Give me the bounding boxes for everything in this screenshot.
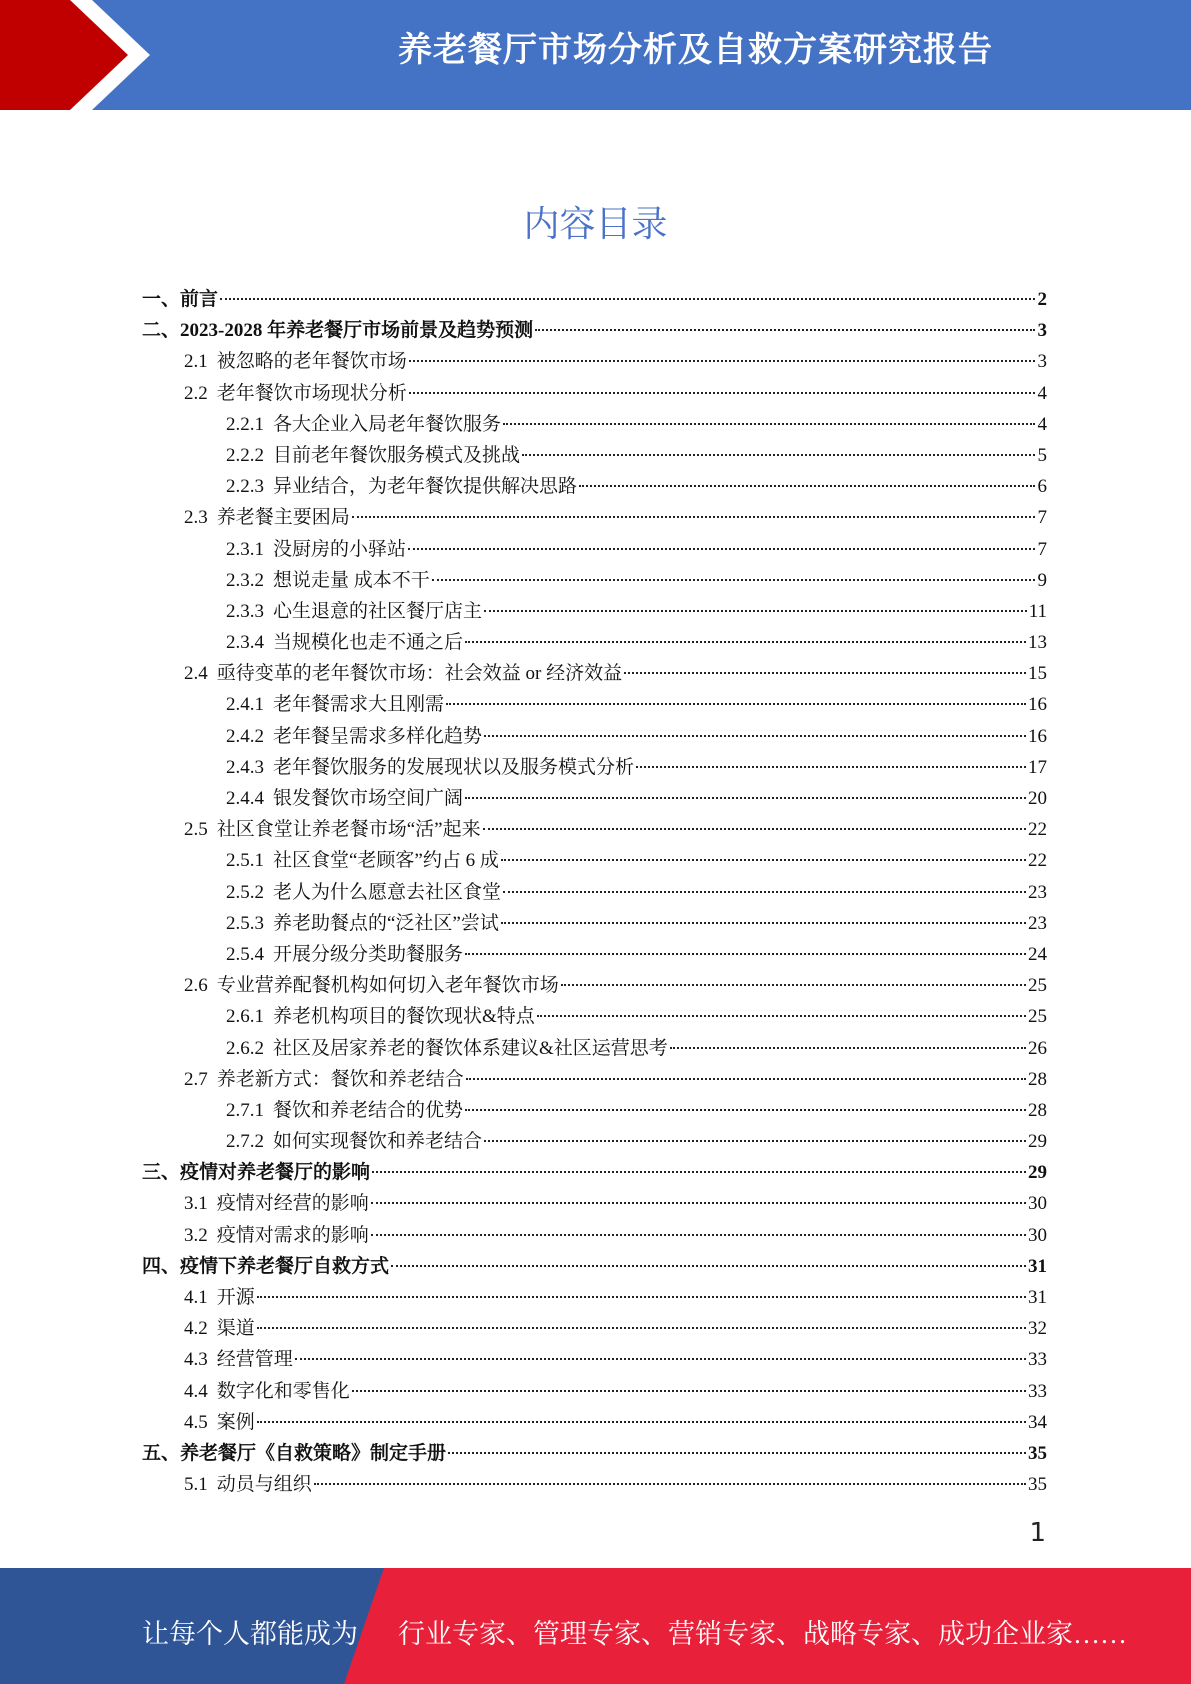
toc-leader-dots [220,298,1035,300]
toc-entry-title: 老人为什么愿意去社区食堂 [273,881,502,903]
toc-entry-number: 4.4 [184,1380,208,1402]
toc-entry-number: 2.4.4 [226,788,264,809]
toc-entry[interactable] [142,689,1047,720]
toc-entry[interactable] [142,1407,1047,1438]
toc-entry-number: 3.2 [184,1224,208,1246]
toc-entry-page: 25 [1028,1006,1047,1028]
toc-entry[interactable] [142,1033,1047,1064]
toc-entry-page: 22 [1028,850,1047,872]
toc-entry[interactable] [142,877,1047,908]
toc-leader-dots [465,1109,1026,1111]
toc-entry[interactable] [142,1095,1047,1126]
toc-leader-dots [465,797,1026,799]
footer-slogan-left: 让每个人都能成为 [142,1619,358,1649]
toc-entry[interactable] [142,1126,1047,1157]
toc-entry[interactable] [142,658,1047,689]
toc-leader-dots [295,1358,1026,1360]
toc-entry-page: 7 [1037,538,1047,560]
toc-entry-page: 13 [1028,632,1047,654]
toc-entry-title: 异业结合，为老年餐饮提供解决思路 [273,476,578,498]
toc-entry-title: 动员与组织 [216,1474,312,1496]
toc-entry[interactable] [142,1157,1047,1188]
toc-entry-title: 养老新方式：餐饮和养老结合 [216,1068,464,1090]
toc-leader-dots [465,953,1026,955]
toc-entry-number: 2.2.2 [226,444,264,466]
toc-leader-dots [537,1015,1026,1017]
toc-entry-number: 2.7.2 [226,1131,264,1153]
toc-leader-dots [670,1047,1026,1049]
toc-entry-page: 30 [1028,1193,1047,1215]
toc-entry[interactable] [142,315,1047,346]
toc-entry[interactable] [142,502,1047,533]
toc-entry-number: 2.5.4 [226,943,264,965]
toc-entry-number: 2.4.1 [226,694,264,716]
toc-entry-title: 如何实现餐饮和养老结合 [273,1131,483,1153]
toc-entry[interactable] [142,627,1047,658]
toc-entry-title: 银发餐饮市场空间广阔 [273,788,464,809]
toc-entry-page: 29 [1028,1131,1047,1153]
toc-leader-dots [484,1140,1026,1142]
toc-entry-page: 28 [1028,1099,1047,1121]
header-banner [0,0,1191,110]
toc-leader-dots [371,1234,1026,1236]
toc-entry[interactable] [142,908,1047,939]
toc-leader-dots [466,1078,1026,1080]
toc-entry-number: 2.3.2 [226,569,264,591]
table-of-contents [142,284,1047,1500]
toc-entry-page: 15 [1028,663,1047,685]
toc-entry-page: 4 [1037,413,1047,435]
toc-entry-title: 亟待变革的老年餐饮市场：社会效益 or 经济效益 [216,663,623,685]
toc-leader-dots [501,922,1026,924]
toc-entry-title: 没厨房的小驿站 [273,538,407,560]
toc-leader-dots [257,1327,1026,1329]
toc-entry[interactable] [142,1313,1047,1344]
toc-entry-page: 5 [1037,444,1047,466]
toc-entry-number: 四、 [142,1255,181,1277]
toc-entry[interactable] [142,783,1047,814]
toc-entry-title: 养老餐厅《自救策略》制定手册 [180,1442,447,1464]
toc-leader-dots [484,610,1027,612]
toc-leader-dots [257,1421,1026,1423]
toc-entry-number: 2.4.3 [226,756,264,778]
footer-slogan-right: 行业专家、管理专家、营销专家、战略专家、成功企业家…… [398,1619,1127,1649]
toc-leader-dots [314,1483,1026,1485]
toc-entry-number: 3.1 [184,1193,208,1215]
toc-entry-page: 32 [1028,1318,1047,1340]
toc-entry[interactable] [142,471,1047,502]
toc-entry-page: 16 [1028,725,1047,747]
toc-entry-page: 35 [1028,1474,1047,1496]
toc-entry-page: 22 [1028,819,1047,841]
toc-entry-number: 2.5.1 [226,850,264,872]
toc-entry-page: 33 [1028,1349,1047,1371]
toc-entry-number: 2.4.2 [226,725,264,747]
toc-entry-title: 各大企业入局老年餐饮服务 [273,413,502,435]
toc-entry-title: 数字化和零售化 [216,1380,350,1402]
toc-entry-page: 31 [1028,1255,1047,1277]
toc-leader-dots [352,516,1035,518]
toc-entry[interactable] [142,1376,1047,1407]
toc-leader-dots [579,485,1035,487]
toc-entry-number: 三、 [142,1162,181,1184]
toc-entry[interactable] [142,1469,1047,1500]
toc-entry-number: 4.5 [184,1411,208,1433]
toc-entry-number: 2.5.2 [226,881,264,903]
toc-entry[interactable] [142,970,1047,1001]
toc-entry-title: 社区食堂让养老餐市场“活”起来 [216,819,481,841]
toc-entry-title: 开源 [216,1287,255,1308]
toc-leader-dots [522,454,1035,456]
toc-entry-page: 6 [1037,476,1047,498]
toc-entry-number: 4.1 [184,1287,208,1308]
toc-entry[interactable] [142,1001,1047,1032]
toc-entry-number: 2.3.3 [226,600,264,622]
toc-entry-number: 一、 [142,289,181,310]
toc-entry-title: 2023-2028 年养老餐厅市场前景及趋势预测 [180,320,534,342]
toc-entry-title: 前言 [180,289,219,310]
toc-leader-dots [409,360,1035,362]
toc-entry[interactable] [142,534,1047,565]
toc-leader-dots [624,672,1026,674]
toc-entry-page: 16 [1028,694,1047,716]
toc-entry[interactable] [142,346,1047,377]
toc-entry-title: 心生退意的社区餐厅店主 [273,600,483,622]
toc-leader-dots [371,1202,1026,1204]
toc-entry-number: 4.2 [184,1318,208,1340]
toc-entry-page: 23 [1028,912,1047,934]
toc-entry-title: 养老机构项目的餐饮现状&特点 [273,1006,535,1028]
toc-entry[interactable] [142,814,1047,845]
toc-entry-title: 疫情对经营的影响 [216,1193,369,1215]
toc-entry-title: 案例 [216,1411,255,1433]
toc-entry-number: 2.5 [184,819,208,841]
toc-entry-number: 五、 [142,1442,181,1464]
toc-entry[interactable] [142,378,1047,409]
page-number: 1 [1029,1518,1046,1548]
toc-entry[interactable] [142,409,1047,440]
toc-entry-number: 2.5.3 [226,912,264,934]
toc-entry-page: 28 [1028,1068,1047,1090]
toc-entry-page: 7 [1037,507,1047,529]
toc-entry[interactable] [142,939,1047,970]
toc-leader-dots [432,579,1035,581]
toc-entry-title: 开展分级分类助餐服务 [273,943,464,965]
report-title: 养老餐厅市场分析及自救方案研究报告 [398,30,993,70]
toc-entry-page: 3 [1037,320,1047,342]
toc-entry[interactable] [142,1220,1047,1251]
toc-entry-title: 养老助餐点的“泛社区”尝试 [273,912,499,934]
toc-entry-title: 专业营养配餐机构如何切入老年餐饮市场 [216,975,559,997]
toc-entry[interactable] [142,1344,1047,1375]
toc-leader-dots [535,329,1035,331]
toc-entry-number: 2.1 [184,351,208,373]
toc-leader-dots [257,1296,1026,1298]
toc-entry-number: 二、 [142,320,181,342]
toc-entry-number: 2.7 [184,1068,208,1090]
toc-leader-dots [446,703,1026,705]
toc-entry-title: 目前老年餐饮服务模式及挑战 [273,444,521,466]
toc-entry-title: 老年餐呈需求多样化趋势 [273,725,483,747]
toc-entry[interactable] [142,845,1047,876]
toc-leader-dots [448,1452,1026,1454]
toc-entry-number: 2.2 [184,382,208,404]
toc-entry-page: 24 [1028,943,1047,965]
toc-entry-title: 被忽略的老年餐饮市场 [216,351,407,373]
toc-entry-title: 渠道 [216,1318,255,1340]
toc-leader-dots [409,392,1035,394]
toc-entry-title: 疫情对养老餐厅的影响 [180,1162,371,1184]
toc-entry-title: 餐饮和养老结合的优势 [273,1099,464,1121]
toc-entry[interactable] [142,440,1047,471]
toc-entry[interactable] [142,752,1047,783]
toc-leader-dots [636,766,1026,768]
toc-leader-dots [372,1171,1026,1173]
toc-leader-dots [391,1265,1026,1267]
toc-entry-number: 2.6 [184,975,208,997]
toc-entry-title: 经营管理 [216,1349,293,1371]
toc-entry-title: 老年餐需求大且刚需 [273,694,445,716]
toc-entry-title: 社区及居家养老的餐饮体系建议&社区运营思考 [273,1037,668,1059]
toc-entry-page: 34 [1028,1411,1047,1433]
toc-leader-dots [561,984,1026,986]
toc-entry[interactable] [142,1438,1047,1469]
toc-heading: 内容目录 [523,204,668,245]
toc-entry-page: 29 [1028,1162,1047,1184]
toc-entry-number: 2.2.1 [226,413,264,435]
toc-entry-title: 老年餐饮市场现状分析 [216,382,407,404]
toc-entry[interactable] [142,1251,1047,1282]
toc-leader-dots [501,859,1026,861]
toc-leader-dots [484,735,1026,737]
toc-entry-number: 2.3.1 [226,538,264,560]
toc-entry-number: 2.7.1 [226,1099,264,1121]
toc-entry-title: 想说走量 成本不干 [273,569,430,591]
toc-leader-dots [483,828,1026,830]
toc-entry-title: 老年餐饮服务的发展现状以及服务模式分析 [273,756,635,778]
toc-entry[interactable] [142,721,1047,752]
toc-entry-number: 4.3 [184,1349,208,1371]
toc-entry-number: 2.6.2 [226,1037,264,1059]
toc-entry-page: 3 [1037,351,1047,373]
toc-entry-number: 2.6.1 [226,1006,264,1028]
footer-banner [0,1568,1191,1684]
toc-entry-page: 2 [1037,289,1047,310]
toc-entry-page: 30 [1028,1224,1047,1246]
toc-entry-number: 2.3 [184,507,208,529]
toc-entry[interactable] [142,1064,1047,1095]
toc-entry[interactable] [142,284,1047,315]
toc-entry-page: 31 [1028,1287,1047,1308]
toc-entry-title: 社区食堂“老顾客”约占 6 成 [273,850,499,872]
toc-leader-dots [465,641,1026,643]
toc-leader-dots [503,891,1026,893]
toc-leader-dots [408,548,1035,550]
toc-entry-page: 9 [1037,569,1047,591]
toc-entry-page: 33 [1028,1380,1047,1402]
toc-entry-title: 当规模化也走不通之后 [273,632,464,654]
toc-entry-number: 2.3.4 [226,632,264,654]
toc-entry[interactable] [142,596,1047,627]
toc-entry-page: 20 [1028,788,1047,809]
toc-entry-number: 2.2.3 [226,476,264,498]
toc-leader-dots [352,1390,1026,1392]
toc-entry-page: 35 [1028,1442,1047,1464]
toc-entry-page: 26 [1028,1037,1047,1059]
toc-entry-title: 养老餐主要困局 [216,507,350,529]
toc-entry[interactable] [142,1282,1047,1313]
toc-entry-number: 2.4 [184,663,208,685]
toc-entry-page: 23 [1028,881,1047,903]
toc-entry-page: 11 [1028,600,1047,622]
toc-entry-page: 17 [1028,756,1047,778]
toc-leader-dots [503,423,1035,425]
toc-entry[interactable] [142,1188,1047,1219]
toc-entry-title: 疫情下养老餐厅自救方式 [180,1255,390,1277]
toc-entry-number: 5.1 [184,1474,208,1496]
toc-entry-page: 4 [1037,382,1047,404]
toc-entry-title: 疫情对需求的影响 [216,1224,369,1246]
toc-entry[interactable] [142,565,1047,596]
toc-entry-page: 25 [1028,975,1047,997]
